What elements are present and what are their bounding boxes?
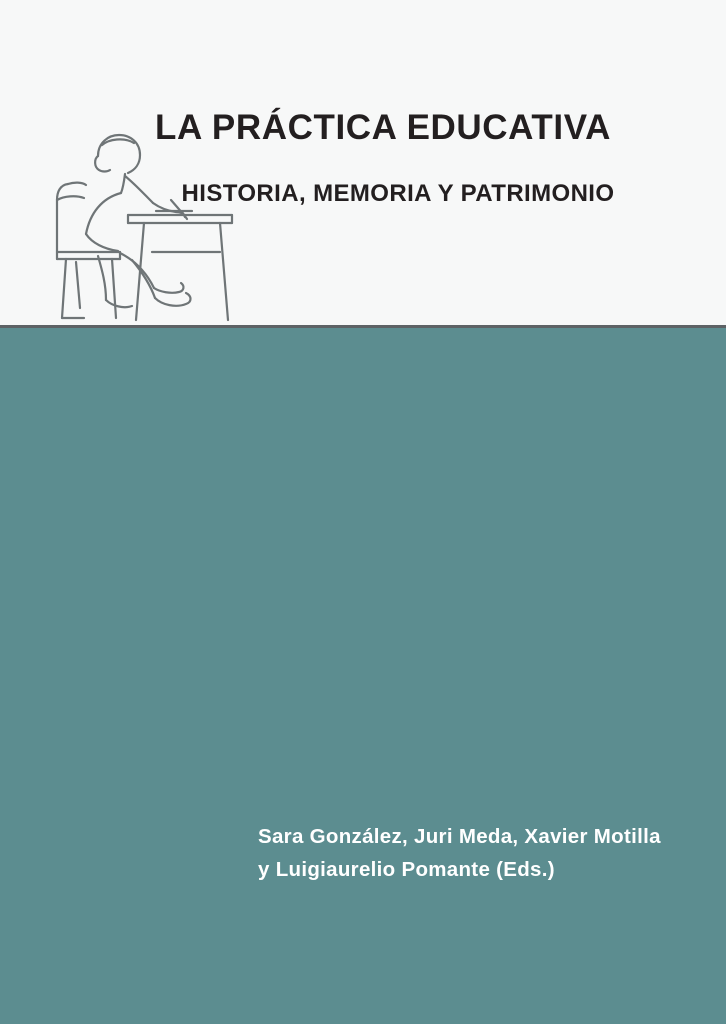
- authors-block: [258, 820, 698, 886]
- cover-top-panel: [0, 0, 726, 332]
- authors-line-2: y Luigiaurelio Pomante (Eds.): [258, 858, 555, 882]
- page-title: LA PRÁCTICA EDUCATIVA: [155, 108, 611, 147]
- title-block: [0, 108, 726, 208]
- cover-bottom-panel: [0, 328, 726, 1024]
- page-subtitle: HISTORIA, MEMORIA Y PATRIMONIO: [181, 180, 615, 207]
- authors-line-1: Sara González, Juri Meda, Xavier Motilla: [258, 825, 661, 848]
